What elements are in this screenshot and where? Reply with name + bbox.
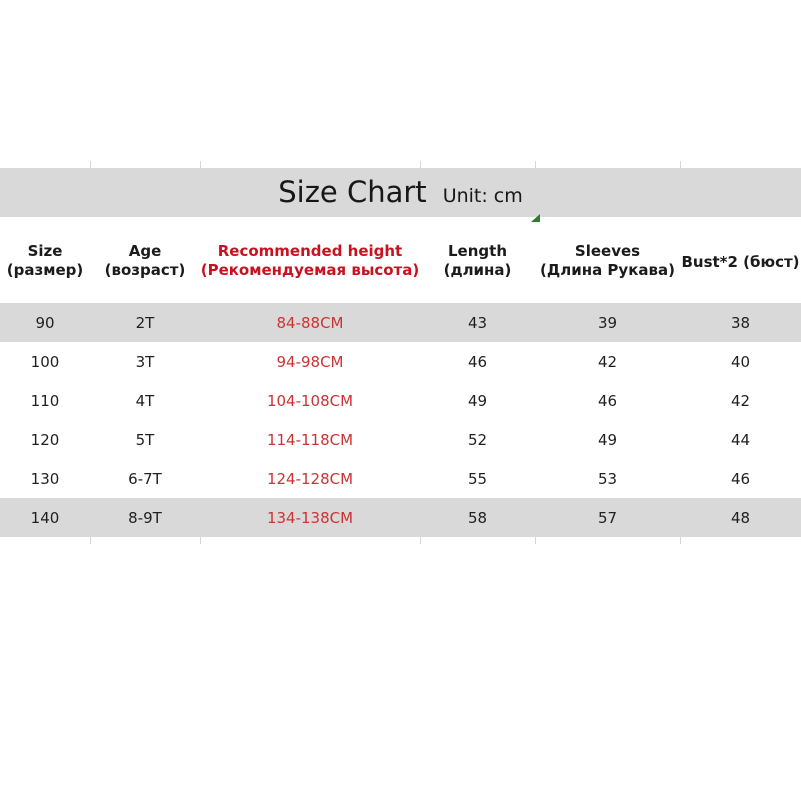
table-cell: 55 <box>467 469 488 488</box>
table-cell: 58 <box>467 508 488 527</box>
cell-border-tick <box>420 537 421 544</box>
column-header-length <box>420 242 535 282</box>
table-cell: 46 <box>597 391 618 410</box>
table-row-size-130 <box>0 459 801 498</box>
table-cell: 6-7T <box>128 469 162 488</box>
table-cell: 100 <box>30 352 60 371</box>
cell-border-tick <box>680 537 681 544</box>
table-cell: 114-118CM <box>266 430 354 449</box>
column-header-label-en: Bust*2 (бюст) <box>681 252 800 271</box>
column-header-label-ru: (размер) <box>6 261 84 279</box>
column-header-label-en: Size <box>27 242 63 260</box>
table-cell: 2T <box>135 313 155 332</box>
table-row-size-90 <box>0 303 801 342</box>
table-cell: 38 <box>730 313 751 332</box>
table-cell: 49 <box>597 430 618 449</box>
table-cell: 39 <box>597 313 618 332</box>
column-header-label-en: Sleeves <box>574 242 641 260</box>
unit-label: Unit: cm <box>442 185 523 207</box>
cell-border-tick <box>420 161 421 168</box>
table-cell: 57 <box>597 508 618 527</box>
column-header-label-ru: (Рекомендуемая высота) <box>200 261 420 279</box>
table-cell: 140 <box>30 508 60 527</box>
table-cell: 43 <box>467 313 488 332</box>
table-cell: 40 <box>730 352 751 371</box>
table-cell: 3T <box>135 352 155 371</box>
cell-border-tick <box>680 161 681 168</box>
column-header-sleeves <box>535 242 680 282</box>
table-cell: 84-88CM <box>276 313 344 332</box>
table-cell: 42 <box>730 391 751 410</box>
table-cell: 44 <box>730 430 751 449</box>
column-header-label-en: Age <box>128 242 162 260</box>
table-row-size-120 <box>0 420 801 459</box>
table-cell: 46 <box>467 352 488 371</box>
column-header-bust <box>680 242 801 282</box>
title-bar <box>0 168 801 217</box>
table-cell: 4T <box>135 391 155 410</box>
table-cell: 94-98CM <box>276 352 344 371</box>
table-row-size-110 <box>0 381 801 420</box>
table-cell: 120 <box>30 430 60 449</box>
cell-border-tick <box>90 161 91 168</box>
table-cell: 52 <box>467 430 488 449</box>
column-header-age <box>90 242 200 282</box>
column-header-label-en: Recommended height <box>217 242 403 260</box>
table-cell: 48 <box>730 508 751 527</box>
column-header-label-ru: (длина) <box>443 261 512 279</box>
table-cell: 124-128CM <box>266 469 354 488</box>
table-cell: 53 <box>597 469 618 488</box>
column-header-label-en: Length <box>448 242 507 260</box>
column-header-label-ru: (возраст) <box>104 261 186 279</box>
table-cell: 8-9T <box>128 508 162 527</box>
table-cell: 46 <box>730 469 751 488</box>
table-cell: 90 <box>35 313 55 332</box>
table-body <box>0 303 801 537</box>
cell-border-tick <box>535 537 536 544</box>
cell-border-tick <box>200 161 201 168</box>
table-cell: 49 <box>467 391 488 410</box>
table-row-size-140 <box>0 498 801 537</box>
table-cell: 104-108CM <box>266 391 354 410</box>
column-header-label-ru: (Длина Рукава) <box>540 261 675 279</box>
cell-border-tick <box>200 537 201 544</box>
table-cell: 130 <box>30 469 60 488</box>
page-title: Size Chart <box>278 175 427 209</box>
column-header-recommended-height <box>200 242 420 282</box>
cell-border-tick <box>90 537 91 544</box>
cell-border-tick <box>535 161 536 168</box>
table-row-size-100 <box>0 342 801 381</box>
table-cell: 134-138CM <box>266 508 354 527</box>
table-cell: 42 <box>597 352 618 371</box>
table-cell: 110 <box>30 391 60 410</box>
table-cell: 5T <box>135 430 155 449</box>
table-header-row <box>0 242 801 282</box>
column-header-size <box>0 242 90 282</box>
